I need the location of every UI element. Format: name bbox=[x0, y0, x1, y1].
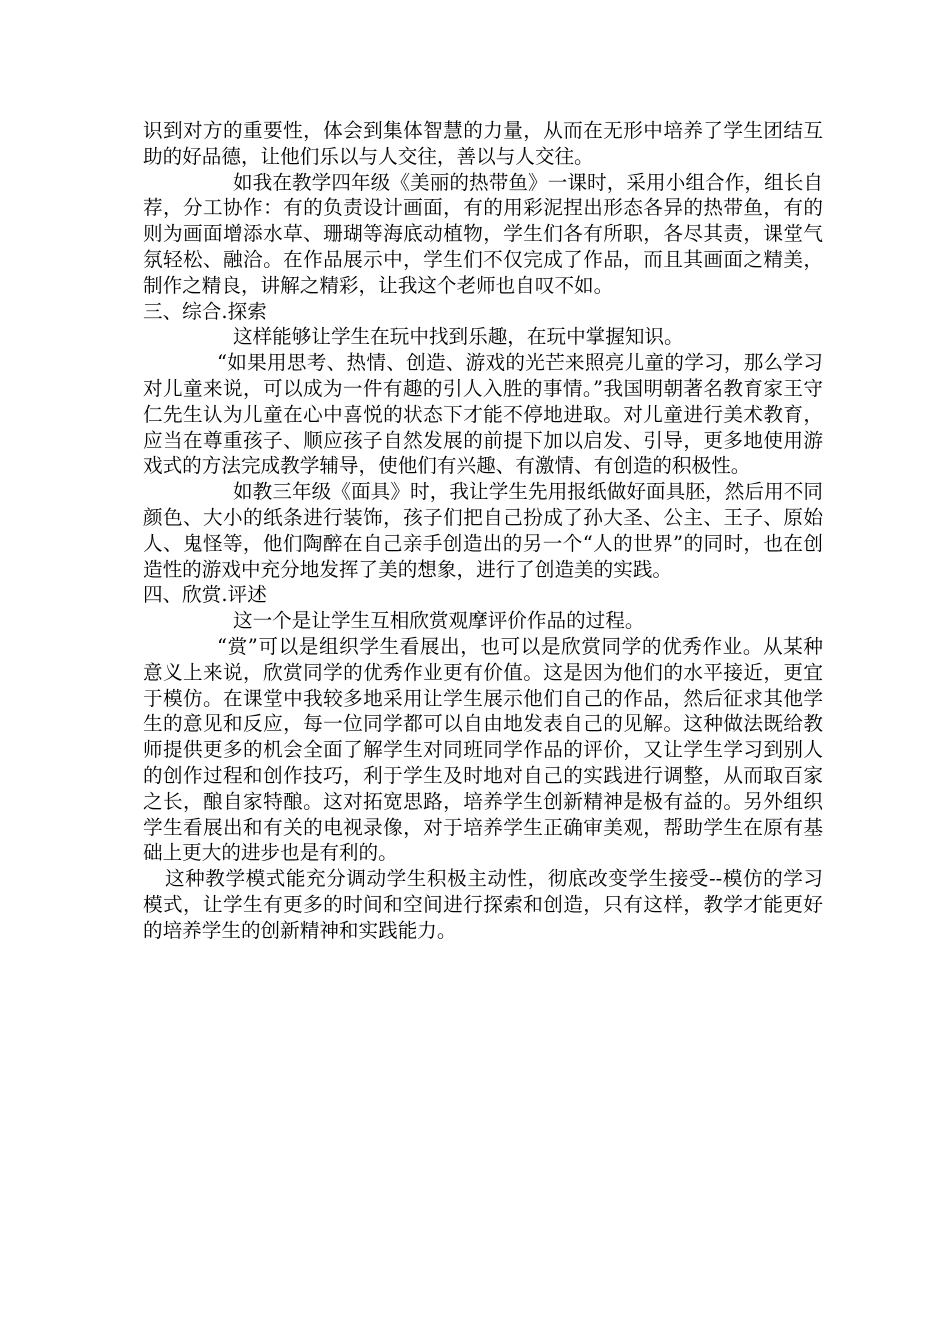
section-heading-3: 三、综合.探索 bbox=[143, 299, 267, 323]
paragraph-conclusion: 这种教学模式能充分调动学生积极主动性，彻底改变学生接受--模仿的学习模式，让学生有更多的时间和空间进行探索和创造，只有这样，教学才能更好的培养学生的创新精神和实践能力。 bbox=[143, 867, 823, 942]
paragraph-appreciation-intro: 这一个是让学生互相欣赏观摩评价作品的过程。 bbox=[233, 609, 645, 633]
paragraph-continuation: 识到对方的重要性，体会到集体智慧的力量，从而在无形中培养了学生团结互助的好品德，让他们乐以与人交往，善以与人交往。 bbox=[143, 119, 823, 168]
paragraph-quote-wang-shouren: “如果用思考、热情、创造、游戏的光芒来照亮儿童的学习，那么学习对儿童来说，可以成为一件有趣的引人入胜的事情。”我国明朝著名教育家王守仁先生认为儿童在心中喜悦的状态下才能不停地进取。对儿童进行美术教育，应当在尊重孩子、顺应孩子自然发展的前提下加以启发、引导，更多地使用游戏式的方法完成教学辅导，使他们有兴趣、有激情、有创造的积极性。 bbox=[143, 351, 823, 478]
paragraph-mask-example: 如教三年级《面具》时，我让学生先用报纸做好面具胚，然后用不同颜色、大小的纸条进行装饰，孩子们把自己扮成了孙大圣、公主、王子、原始人、鬼怪等，他们陶醉在自己亲手创造出的另一个“人的世界”的同时，也在创造性的游戏中充分地发挥了美的想象，进行了创造美的实践。 bbox=[143, 480, 823, 581]
section-heading-4: 四、欣赏.评述 bbox=[143, 583, 267, 607]
paragraph-tropical-fish-example: 如我在教学四年级《美丽的热带鱼》一课时，采用小组合作，组长自荐，分工协作：有的负责设计画面，有的用彩泥捏出形态各异的热带鱼，有的则为画面增添水草、珊瑚等海底动植物，学生们各有所职，各尽其责，课堂气氛轻松、融洽。在作品展示中，学生们不仅完成了作品，而且其画面之精美，制作之精良，讲解之精彩，让我这个老师也自叹不如。 bbox=[143, 170, 823, 297]
paragraph-appreciation-detail: “赏”可以是组织学生看展出，也可以是欣赏同学的优秀作业。从某种意义上来说，欣赏同学的优秀作业更有价值。这是因为他们的水平接近，更宜于模仿。在课堂中我较多地采用让学生展示他们自己的作品，然后征求其他学生的意见和反应，每一位同学都可以自由地发表自己的见解。这种做法既给教师提供更多的机会全面了解学生对同班同学作品的评价，又让学生学习到别人的创作过程和创作技巧，利于学生及时地对自己的实践进行调整，从而取百家之长，酿自家特酿。这对拓宽思路，培养学生创新精神是极有益的。另外组织学生看展出和有关的电视录像，对于培养学生正确审美观，帮助学生在原有基础上更大的进步也是有利的。 bbox=[143, 634, 823, 865]
document-body bbox=[143, 118, 823, 944]
paragraph-play-learning: 这样能够让学生在玩中找到乐趣，在玩中掌握知识。 bbox=[233, 325, 684, 349]
